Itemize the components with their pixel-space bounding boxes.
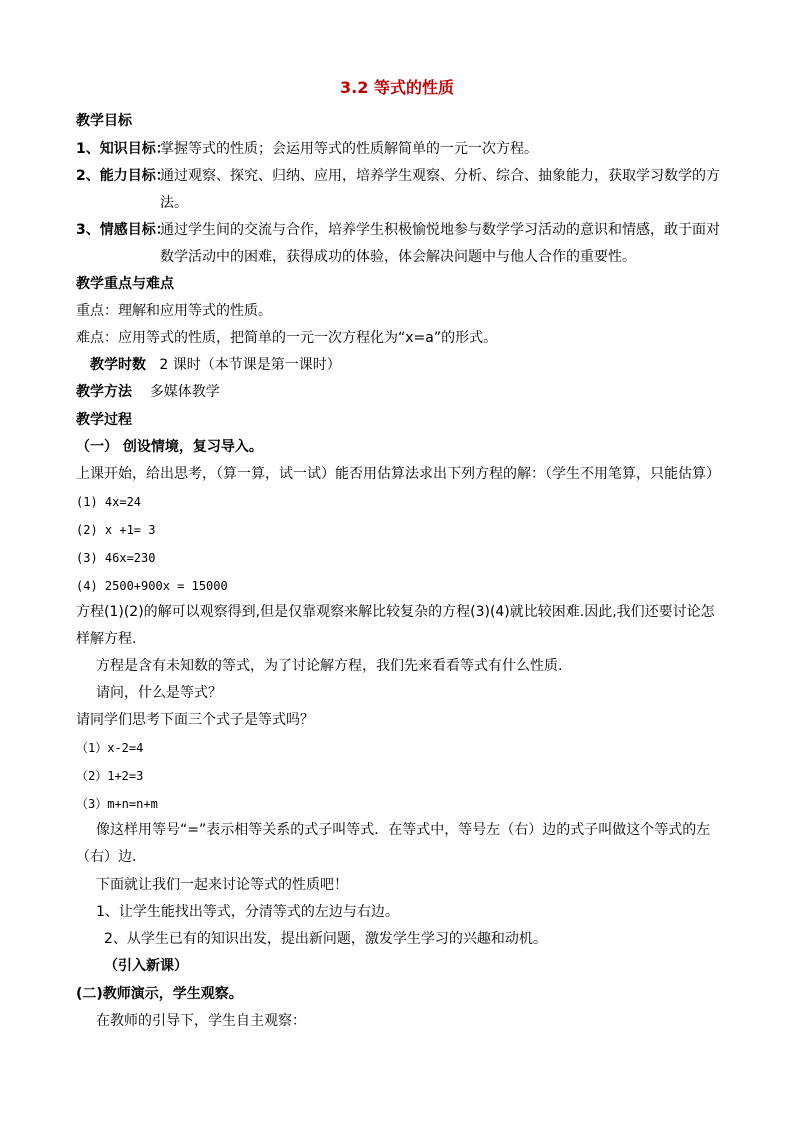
goal-ability <box>76 167 720 185</box>
note-line: 1、让学生能找出等式，分清等式的左边与右边。 <box>96 904 399 920</box>
paragraph-line: 方程是含有未知数的等式，为了讨论解方程，我们先来看看等式有什么性质. <box>96 658 563 674</box>
question-line: 请问，什么是等式？ <box>96 685 222 701</box>
formula-1: （1）x-2=4 <box>76 741 144 755</box>
goal-label: 3、情感目标： <box>76 222 170 238</box>
teaching-hours <box>90 356 341 374</box>
new-lesson-label: （引入新课） <box>104 958 188 974</box>
formula-3: （3）m+n=n+m <box>76 797 158 811</box>
definition-line: （右）边． <box>76 849 146 865</box>
teaching-method <box>76 383 220 401</box>
page-title: 3.2 等式的性质 <box>340 78 454 97</box>
goal-text: 掌握等式的性质；会运用等式的性质解简单的一元一次方程。 <box>160 141 538 157</box>
equation-4: (4) 2500+900x = 15000 <box>76 579 228 593</box>
equation-3: (3) 46x=230 <box>76 551 156 565</box>
definition-line: 像这样用等号“=”表示相等关系的式子叫等式．在等式中，等号左（右）边的式子叫做这个等式的左 <box>96 822 711 838</box>
method-value: 多媒体教学 <box>149 384 220 400</box>
paragraph-line: 方程(1)(2)的解可以观察得到,但是仅靠观察来解比较复杂的方程(3)(4)就比较困难.因此,我们还要讨论怎 <box>76 604 715 620</box>
goal-emotion <box>76 221 720 239</box>
section2-text: 在教师的引导下，学生自主观察： <box>96 1013 306 1029</box>
section1-heading: （一） 创设情境，复习导入。 <box>76 439 263 455</box>
question-line: 请同学们思考下面三个式子是等式吗？ <box>76 712 314 728</box>
goal-label: 1、知识目标： <box>76 141 170 157</box>
goal-text: 通过学生间的交流与合作，培养学生积极愉悦地参与数学学习活动的意识和情感，敢于面对 <box>160 222 720 238</box>
formula-2: （2）1+2=3 <box>76 769 144 783</box>
goal-label: 2、能力目标： <box>76 168 170 184</box>
note-line: 2、从学生已有的知识出发，提出新问题，激发学生学习的兴趣和动机。 <box>104 931 547 947</box>
goal-knowledge <box>76 140 538 158</box>
hours-label: 教学时数 <box>90 357 146 373</box>
goals-heading: 教学目标 <box>76 113 132 129</box>
key-point: 重点：理解和应用等式的性质。 <box>76 303 272 319</box>
goal-text-continued: 法。 <box>160 195 188 211</box>
process-heading: 教学过程 <box>76 412 132 428</box>
goal-text-continued: 数学活动中的困难，获得成功的体验，体会解决问题中与他人合作的重要性。 <box>160 249 636 265</box>
equation-1: (1) 4x=24 <box>76 495 142 509</box>
method-label: 教学方法 <box>76 384 132 400</box>
paragraph-line: 样解方程. <box>76 631 137 647</box>
transition-line: 下面就让我们一起来讨论等式的性质吧！ <box>96 877 348 893</box>
goal-text: 通过观察、探究、归纳、应用，培养学生观察、分析、综合、抽象能力，获取学习数学的方 <box>160 168 720 184</box>
focus-heading: 教学重点与难点 <box>76 276 174 292</box>
section2-heading: (二)教师演示，学生观察。 <box>76 986 243 1002</box>
hours-value: 2 课时（本节课是第一课时） <box>159 357 341 373</box>
difficult-point: 难点：应用等式的性质，把简单的一元一次方程化为“x=a”的形式。 <box>76 330 498 346</box>
equation-2: (2) x +1= 3 <box>76 523 156 537</box>
intro-paragraph: 上课开始，给出思考，（算一算，试一试）能否用估算法求出下列方程的解：（学生不用笔算，只能估算） <box>76 466 720 482</box>
